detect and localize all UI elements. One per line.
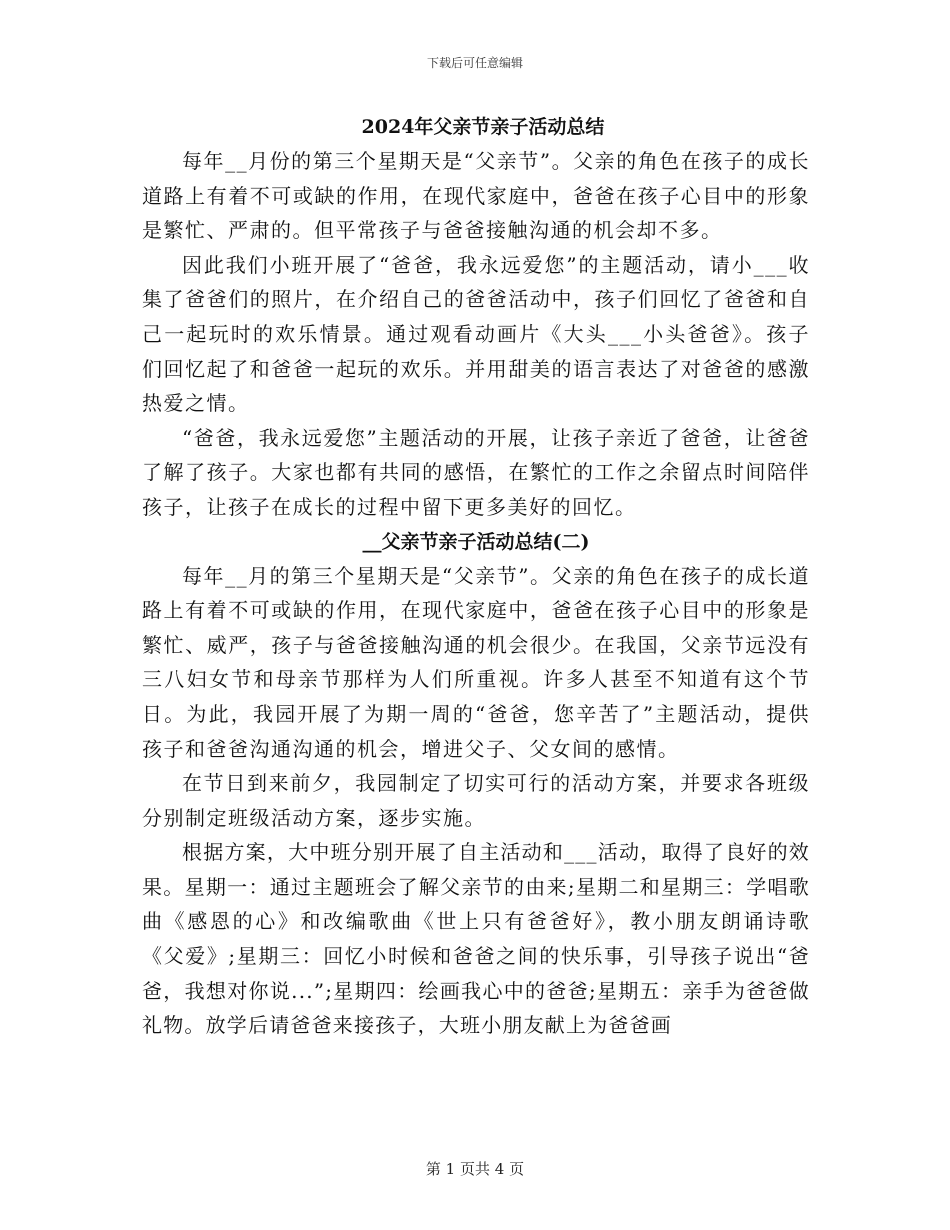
section-title-1: 2024年父亲节亲子活动总结	[361, 116, 605, 138]
section-2-paragraph-2: 在节日到来前夕，我园制定了切实可行的活动方案，并要求各班级分别制定班级活动方案，逐步实施。	[142, 771, 810, 830]
page-footer: 第 1 页共 4 页	[425, 1160, 525, 1178]
section-title-2: __父亲节亲子活动总结(二)	[362, 530, 590, 553]
section-2-paragraph-3: 根据方案，大中班分别开展了自主活动和___活动，取得了良好的效果。星期一：通过主题班会了解父亲节的由来;星期二和星期三：学唱歌曲《感恩的心》和改编歌曲《世上只有爸爸好》，教小朋友朗诵诗歌《父爱》;星期三：回忆小时候和爸爸之间的快乐事，引导孩子说出“爸爸，我想对你说...”;星期四：绘画我心中的爸爸;星期五：亲手为爸爸做礼物。放学后请爸爸来接孩子，大班小朋友献上为爸爸画	[142, 840, 810, 1038]
document-body	[142, 110, 810, 1043]
section-1-paragraph-3: “爸爸，我永远爱您”主题活动的开展，让孩子亲近了爸爸，让爸爸了解了孩子。大家也都有共同的感悟，在繁忙的工作之余留点时间陪伴孩子，让孩子在成长的过程中留下更多美好的回忆。	[142, 425, 810, 519]
section-1-paragraph-2: 因此我们小班开展了“爸爸，我永远爱您”的主题活动，请小___收集了爸爸们的照片，在介绍自己的爸爸活动中，孩子们回忆了爸爸和自己一起玩时的欢乐情景。通过观看动画片《大头___小头爸爸》。孩子们回忆起了和爸爸一起玩的欢乐。并用甜美的语言表达了对爸爸的感激热爱之情。	[142, 252, 810, 416]
section-2-paragraph-1: 每年__月的第三个星期天是“父亲节”。父亲的角色在孩子的成长道路上有着不可或缺的作用，在现代家庭中，爸爸在孩子心目中的形象是繁忙、威严，孩子与爸爸接触沟通的机会很少。在我国，父亲节远没有三八妇女节和母亲节那样为人们所重视。许多人甚至不知道有这个节日。为此，我园开展了为期一周的“爸爸，您辛苦了”主题活动，提供孩子和爸爸沟通沟通的机会，增进父子、父女间的感情。	[142, 563, 810, 761]
section-1-paragraph-1: 每年__月份的第三个星期天是“父亲节”。父亲的角色在孩子的成长道路上有着不可或缺的作用，在现代家庭中，爸爸在孩子心目中的形象是繁忙、严肃的。但平常孩子与爸爸接触沟通的机会却不多。	[142, 149, 810, 243]
page-header: 下载后可任意编辑	[426, 56, 523, 70]
